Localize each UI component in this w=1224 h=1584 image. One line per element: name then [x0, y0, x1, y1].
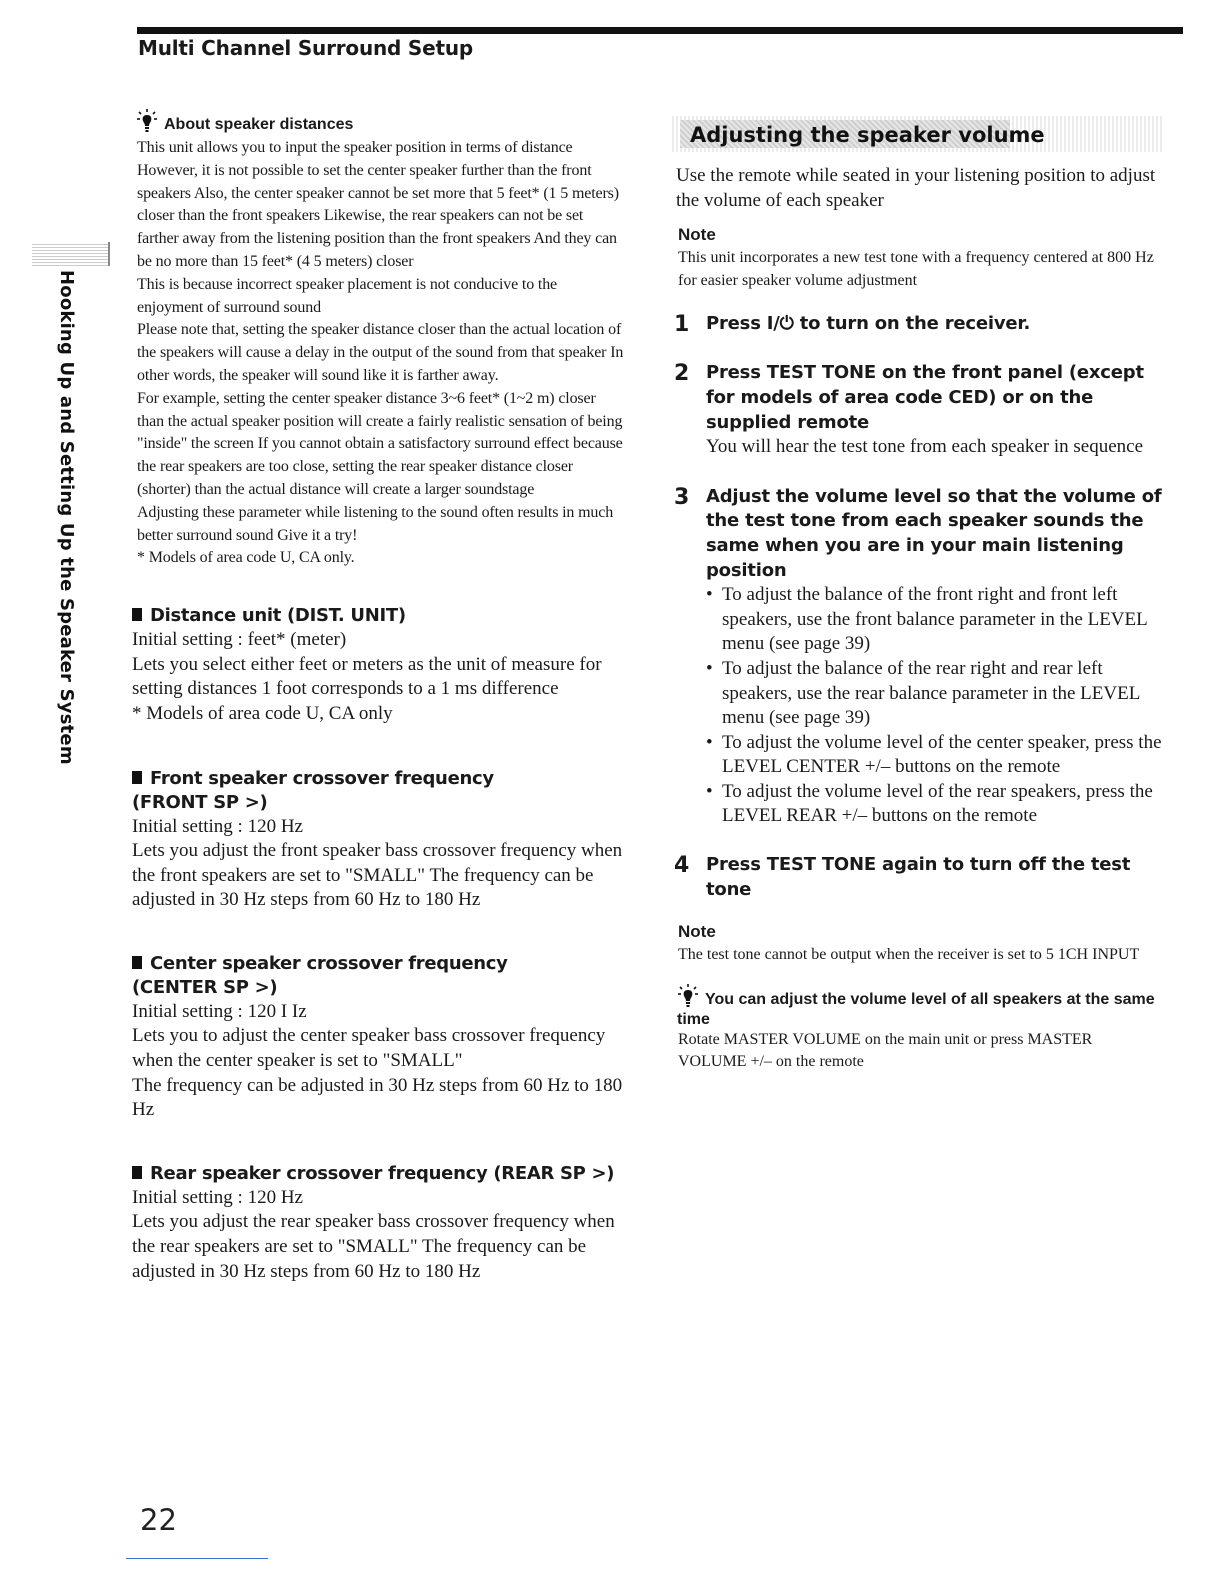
tip-paragraph: Please note that, setting the speaker distance closer than the actual location of the speakers will cause a delay in the output of the sound from that speaker In other words, the speaker will sound like it is farther away. — [137, 321, 624, 384]
step-1 — [674, 312, 1164, 337]
note-text: The test tone cannot be output when the receiver is set to 5 1CH INPUT — [678, 946, 1140, 964]
left-column — [132, 108, 624, 1284]
distance-unit-initial: Initial setting : feet* (meter) — [132, 629, 347, 651]
section-bullet-icon — [132, 608, 142, 621]
section-bullet-icon — [132, 771, 142, 784]
note-label: Note — [678, 922, 716, 942]
page-number: 22 — [140, 1503, 177, 1537]
tip-footnote: * Models of area code U, CA only. — [137, 549, 355, 567]
distance-unit-desc: Lets you select either feet or meters as the unit of measure for setting distances 1 foot corresponds to a 1 ms difference — [132, 653, 602, 700]
distance-unit-footnote: * Models of area code U, CA only — [132, 702, 393, 724]
tip-title: You can adjust the volume level of all speakers at the same — [705, 990, 1155, 1008]
list-item: • To adjust the balance of the rear right and rear left speakers, use the rear balance parameter in the LEVEL menu (see page 39) — [706, 657, 1164, 731]
center-crossover-desc: Lets you to adjust the center speaker bass crossover frequency when the center speaker is set to "SMALL" — [132, 1025, 606, 1072]
front-crossover-initial: Initial setting : 120 Hz — [132, 815, 303, 837]
step-title: Press TEST TONE on the front panel (except for models of area code CED) or on the supplied remote — [706, 362, 1144, 433]
section-bullet-icon — [132, 956, 142, 969]
center-crossover-heading: Center speaker crossover frequency (CENTER SP >) — [132, 952, 508, 998]
rear-crossover-heading: Rear speaker crossover frequency (REAR SP >) — [132, 1162, 624, 1186]
tip-text: Rotate MASTER VOLUME on the main unit or press MASTER VOLUME +/– on the remote — [678, 1030, 1093, 1071]
tip-title: About speaker distances — [164, 116, 354, 133]
section-side-title: Hooking Up and Setting Up the Speaker System — [56, 270, 77, 765]
step-text: You will hear the test tone from each speaker in sequence — [706, 436, 1144, 458]
step-number: 2 — [674, 361, 690, 387]
section-title: Adjusting the speaker volume — [690, 123, 1045, 147]
section-tab-marker — [32, 242, 110, 266]
tip-paragraph: This is because incorrect speaker placement is not conducive to the enjoyment of surround sound — [137, 275, 558, 316]
step-title: Press TEST TONE again to turn off the test tone — [706, 854, 1131, 900]
step-title: Adjust the volume level so that the volume of the test tone from each speaker sounds the same when you are in your main listening position — [706, 485, 1162, 581]
step-title: Press I/⏻ to turn on the receiver. — [706, 313, 1031, 335]
step-4 — [674, 853, 1164, 902]
intro-text: Use the remote while seated in your listening position to adjust the volume of each speaker — [676, 165, 1156, 211]
list-item: • To adjust the volume level of the rear speakers, press the LEVEL REAR +/– buttons on the remote — [706, 780, 1164, 829]
step-2 — [674, 361, 1164, 459]
tip-heading — [677, 983, 1164, 1009]
center-crossover-range: The frequency can be adjusted in 30 Hz steps from 60 Hz to 180 Hz — [132, 1074, 623, 1121]
step-number: 3 — [674, 484, 690, 510]
section-bullet-icon — [132, 1166, 142, 1179]
rear-crossover-initial: Initial setting : 120 Hz — [132, 1186, 303, 1208]
tip-paragraph: Adjusting these parameter while listening to the sound often results in much better surround sound Give it a try! — [137, 503, 614, 544]
lightbulb-hint-icon — [136, 108, 158, 134]
note-text: This unit incorporates a new test tone with a frequency centered at 800 Hz for easier speaker volume adjustment — [678, 249, 1154, 289]
page-header-title: Multi Channel Surround Setup — [138, 36, 473, 60]
step-3 — [674, 485, 1164, 829]
note-label: Note — [678, 225, 716, 245]
rear-crossover-desc: Lets you adjust the rear speaker bass crossover frequency when the rear speakers are set to "SMALL" The frequency can be adjusted in 30 Hz steps from 60 Hz to 180 Hz — [132, 1211, 615, 1282]
step-number: 1 — [674, 312, 690, 338]
right-column — [674, 116, 1164, 1074]
center-crossover-initial: Initial setting : 120 I Iz — [132, 1000, 307, 1022]
footer-rule — [126, 1558, 268, 1559]
distance-unit-heading: Distance unit (DIST. UNIT) — [132, 604, 624, 628]
front-crossover-desc: Lets you adjust the front speaker bass crossover frequency when the front speakers are set to "SMALL" The frequency can be adjusted in 30 Hz steps from 60 Hz to 180 Hz — [132, 840, 623, 911]
list-item: • To adjust the volume level of the center speaker, press the LEVEL CENTER +/– buttons on the remote — [706, 731, 1164, 780]
step-bullet-list — [706, 583, 1164, 829]
tip-paragraph: This unit allows you to input the speaker position in terms of distance However, it is not possible to set the center speaker further than the front speakers Also, the center speaker cannot be set more that 5 feet* (1 5 meters) closer than the front speakers Likewise, the rear speakers can not be set farther away from the listening position than the front speakers And they can be no more than 15 feet* (4 5 meters) closer — [137, 139, 619, 270]
step-number: 4 — [674, 853, 690, 879]
front-crossover-heading: Front speaker crossover frequency (FRONT SP >) — [132, 767, 494, 813]
lightbulb-hint-icon — [677, 983, 699, 1009]
header-rule — [137, 27, 1183, 34]
tip-heading — [136, 108, 624, 134]
tip-heading-cont: time — [677, 1010, 710, 1028]
section-title-band — [672, 116, 1162, 152]
list-item: • To adjust the balance of the front right and front left speakers, use the front balance parameter in the LEVEL menu (see page 39) — [706, 583, 1164, 657]
tip-paragraph: For example, setting the center speaker distance 3~6 feet* (1~2 m) closer than the actual speaker position will create a fairly realistic sensation of being "inside" the screen If you cannot obtain a satisfactory surround effect because the rear speakers are too close, setting the rear speaker distance closer (shorter) than the actual distance will create a larger soundstage — [137, 389, 623, 498]
